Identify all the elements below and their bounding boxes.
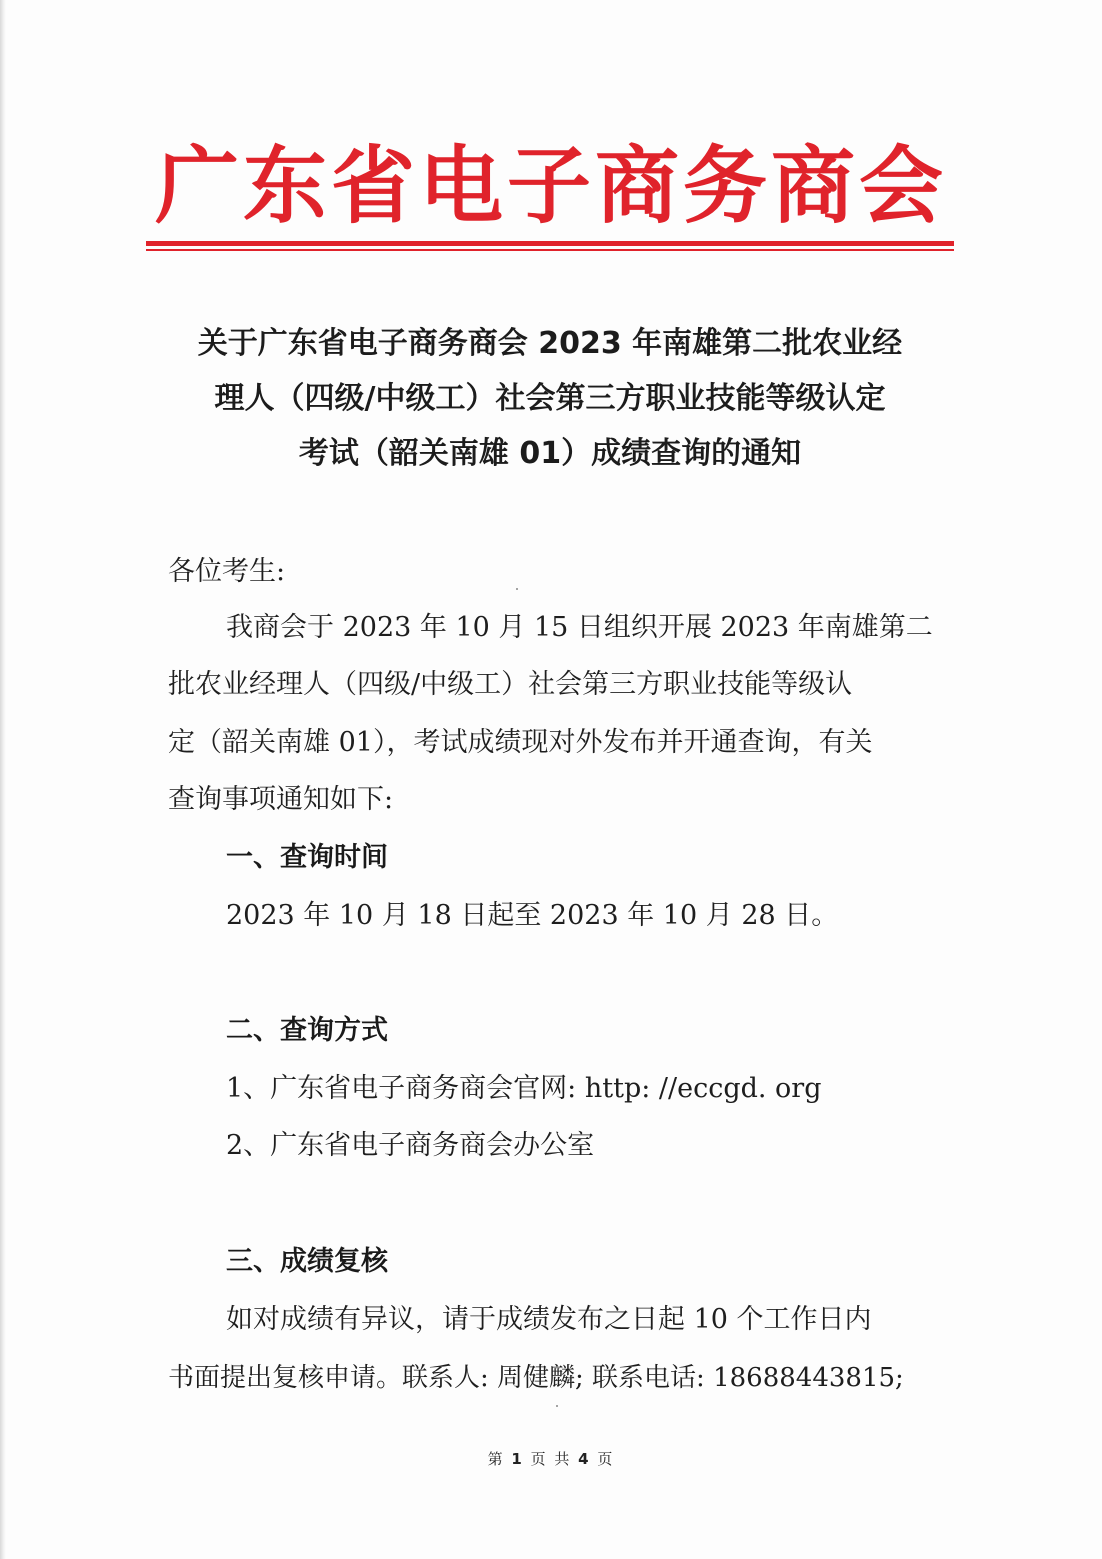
scan-speck: [516, 588, 518, 590]
footer-middle: 页 共: [530, 1450, 572, 1468]
notice-title-line: 关于广东省电子商务商会 2023 年南雄第二批农业经: [197, 326, 903, 361]
query-time-text: 2023 年 10 月 18 日起至 2023 年 10 月 28 日。: [226, 900, 839, 931]
salutation: 各位考生:: [168, 556, 286, 587]
intro-paragraph-line: 批农业经理人（四级/中级工）社会第三方职业技能等级认: [168, 669, 853, 700]
footer-suffix: 页: [597, 1450, 615, 1468]
notice-title-line: 理人（四级/中级工）社会第三方职业技能等级认定: [214, 381, 886, 416]
footer-prefix: 第: [487, 1450, 505, 1468]
section-heading-score-review: 三、成绩复核: [226, 1246, 388, 1277]
intro-paragraph-line: 查询事项通知如下:: [168, 784, 394, 815]
section-heading-query-time: 一、查询时间: [226, 842, 388, 873]
notice-title-line: 考试（韶关南雄 01）成绩查询的通知: [298, 436, 802, 471]
letterhead-red-rule: [146, 241, 954, 246]
scan-speck: [556, 1405, 558, 1407]
letterhead-red-rule-thin: [146, 249, 954, 251]
footer-total-pages: 4: [578, 1450, 591, 1468]
letterhead-org-name: 广东省电子商务商会: [154, 136, 947, 235]
query-method-item: 2、广东省电子商务商会办公室: [226, 1130, 595, 1161]
notice-title: [150, 316, 950, 481]
page-number-footer: [0, 1448, 1102, 1469]
footer-page-number: 1: [511, 1450, 524, 1468]
section-heading-query-method: 二、查询方式: [226, 1015, 388, 1046]
score-review-line: 如对成绩有异议，请于成绩发布之日起 10 个工作日内: [226, 1304, 872, 1335]
intro-paragraph-line: 定（韶关南雄 01），考试成绩现对外发布并开通查询，有关: [168, 727, 873, 758]
intro-paragraph-line: 我商会于 2023 年 10 月 15 日组织开展 2023 年南雄第二: [226, 612, 933, 643]
score-review-line: 书面提出复核申请。联系人: 周健麟; 联系电话: 18688443815;: [168, 1363, 904, 1393]
query-method-item: 1、广东省电子商务商会官网: http: //eccgd. org: [226, 1073, 822, 1104]
